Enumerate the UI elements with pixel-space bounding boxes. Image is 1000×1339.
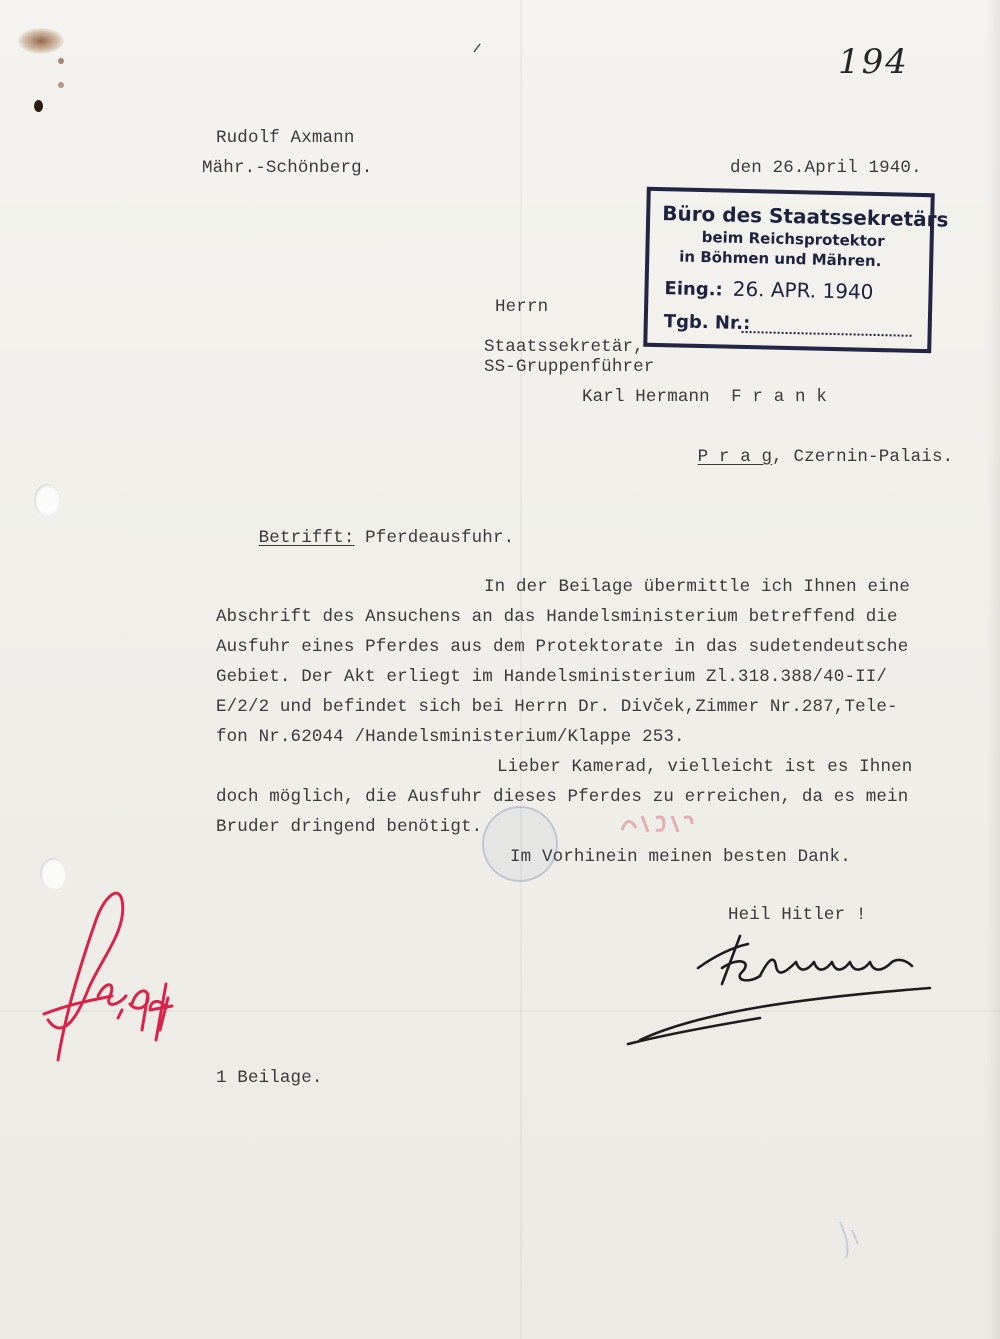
body-line: Im Vorhinein meinen besten Dank. <box>510 847 851 867</box>
margin-pencil-tick <box>474 44 480 52</box>
date-line: den 26.April 1940. <box>730 158 922 178</box>
body-line: Lieber Kamerad, vielleicht ist es Ihnen <box>497 757 913 777</box>
body-line: Ausfuhr eines Pferdes aus dem Protektorate in das sudetendeutsche <box>216 637 909 657</box>
stamp-office-line: Büro des Staatssekretärs <box>661 201 949 232</box>
recipient-title-1: Staatssekretär, <box>484 337 644 357</box>
body-line: Gebiet. Der Akt erliegt im Handelsministerium Zl.318.388/40-II/ <box>216 667 888 687</box>
body-line: In der Beilage übermittle ich Ihnen eine <box>484 577 911 597</box>
body-line: Bruder dringend benötigt. <box>216 817 483 837</box>
recipient-name: Karl Hermann F r a n k <box>582 387 827 407</box>
recipient-title-2: SS-Gruppenführer <box>484 357 655 377</box>
sender-name: Rudolf Axmann <box>216 128 355 148</box>
stamp-received-date: 26. APR. 1940 <box>732 276 874 304</box>
body-line: fon Nr.62044 /Handelsministerium/Klappe 253. <box>216 727 685 747</box>
body-line: doch möglich, die Ausfuhr dieses Pferdes zu erreichen, da es mein <box>216 787 909 807</box>
closing-greeting: Heil Hitler ! <box>728 905 867 925</box>
signature-mark <box>628 936 930 1044</box>
body-line: E/2/2 und befindet sich bei Herrn Dr. Divček,Zimmer Nr.287,Tele- <box>216 697 898 717</box>
recipient-salutation: Herrn <box>495 297 549 317</box>
red-pencil-initials <box>44 893 172 1060</box>
subject-label: Betrifft: <box>258 528 355 548</box>
page-number: 194 <box>838 42 909 82</box>
faint-blue-pencil-mark <box>840 1222 858 1258</box>
body-line: Abschrift des Ansuchens an das Handelsministerium betreffend die <box>216 607 898 627</box>
recipient-street: , Czernin-Palais. <box>772 447 954 467</box>
enclosure-note: 1 Beilage. <box>216 1068 323 1088</box>
recipient-city: P r a g <box>697 447 773 467</box>
subject-text: Pferdeausfuhr. <box>354 528 515 548</box>
sender-place: Mähr.-Schönberg. <box>202 158 373 178</box>
stamp-journal-label: Tgb. Nr.: <box>663 311 751 335</box>
stamp-line-2: beim Reichsprotektor <box>701 228 885 251</box>
stamp-received-label: Eing.: <box>664 278 723 301</box>
stamp-line-3: in Böhmen und Mähren. <box>679 247 882 271</box>
